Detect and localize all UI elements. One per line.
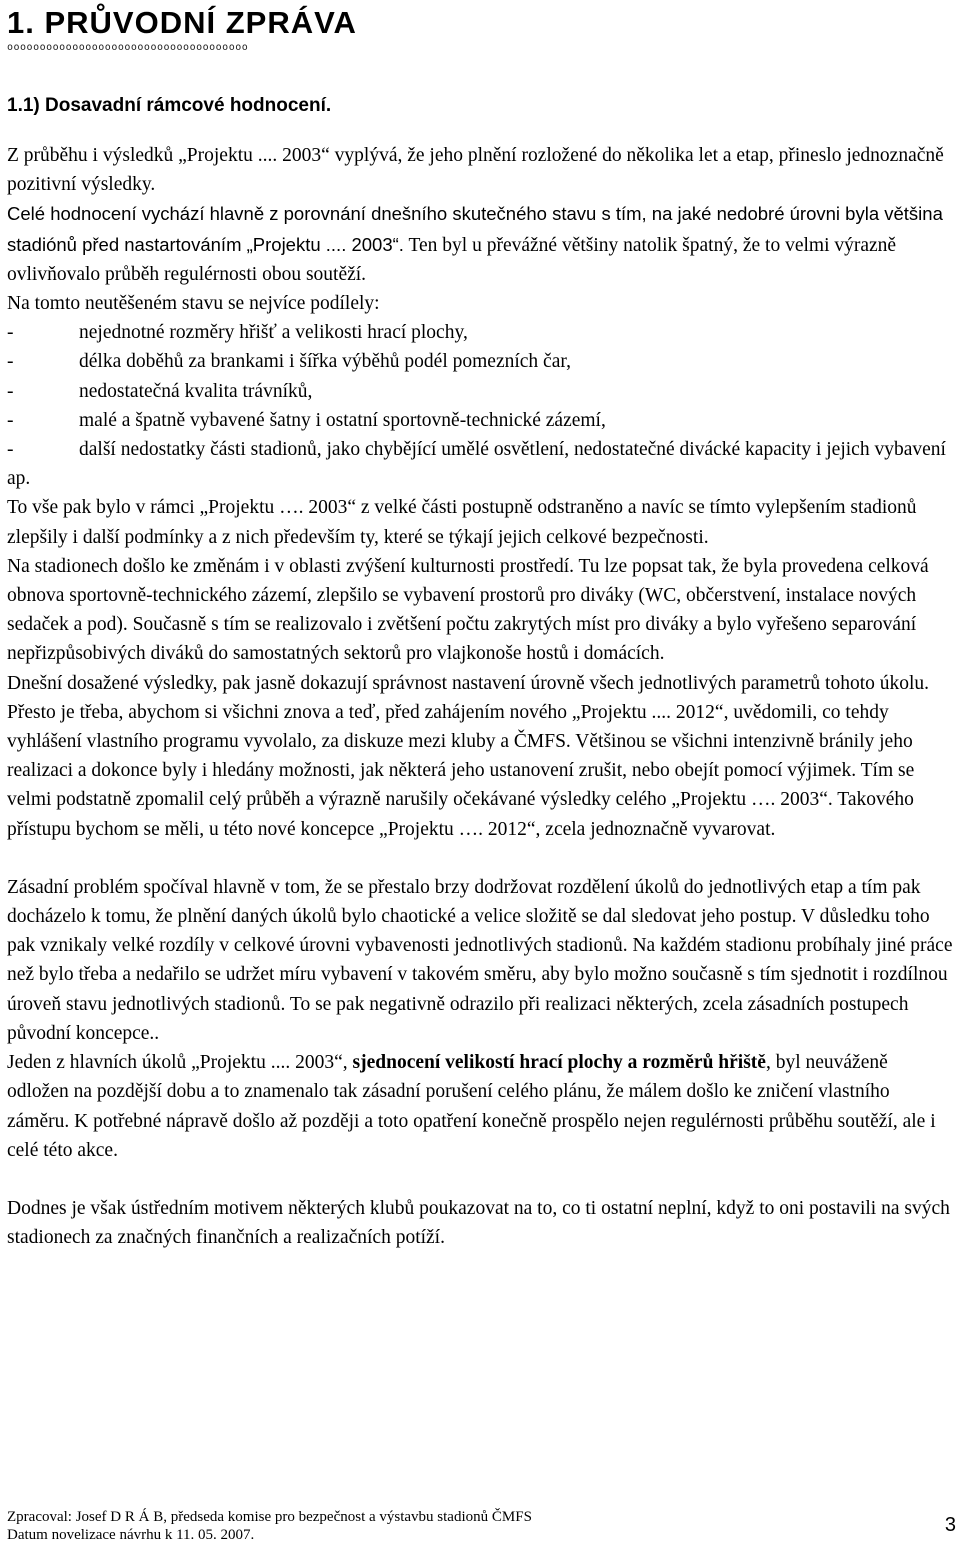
- list-item-text: nedostatečná kvalita trávníků,: [79, 380, 313, 402]
- paragraph-2-text: Ten byl u převážné většiny natolik špatný, že to velmi výrazně ovlivňovalo průběh regulérnosti obou soutěží.: [7, 234, 897, 285]
- list-item-text: délka doběhů za brankami i šířka výběhů podél pomezních čar,: [79, 351, 571, 373]
- list-item-text: nejednotné rozměry hřišť a velikosti hrací plochy,: [79, 322, 468, 344]
- paragraph-7: Přesto je třeba, abychom si všichni znova a teď, před zahájením nového „Projektu .... 2012“, uvědomili, co tehdy vyhlášení vlastního programu vyvolalo, za diskuze mezi kluby a ČMFS. Většinou se všichni intenzivně bránily jeho realizaci a dokonce byly i hledány možnosti, jak některá jeho ustanovení zrušit, nebo obejít pomocí výjimek. Tím se velmi podstatně zpomalil celý průběh a výrazně narušily očekávané výsledky celého „Projektu …. 2003“. Takového přístupu bychom se měli, u této nové koncepce „Projektu …. 2012“, zcela jednoznačně vyvarovat.: [7, 701, 915, 840]
- paragraph-2-sans-text: Celé hodnocení vychází hlavně z porovnání dnešního skutečného stavu s tím, na jaké nedobré úrovni byla většina stadiónů před nastartováním „Projektu .... 2003“.: [7, 203, 943, 255]
- paragraph-9-bold: sjednocení velikostí hrací plochy a rozměrů hřiště: [352, 1052, 766, 1074]
- list-item: [7, 406, 953, 435]
- title-decoration: ooooooooooooooooooooooooooooooooooooo: [7, 42, 249, 53]
- footer-author: Zpracoval: Josef D R Á B, předseda komise pro bezpečnost a výstavbu stadionů ČMFS: [7, 1509, 532, 1525]
- document-body: [7, 141, 953, 1252]
- document-title: 1. PRŮVODNÍ ZPRÁVA: [7, 5, 357, 40]
- section-heading: 1.1) Dosavadní rámcové hodnocení.: [7, 95, 332, 116]
- paragraph-9: [7, 1048, 953, 1165]
- paragraph-5: Na stadionech došlo ke změnám i v oblasti zvýšení kulturnosti prostředí. Tu lze popsat tak, že byla provedena celková obnova sportovně-technického zázemí, zlepšilo se vybavení prostorů pro diváky (WC, občerstvení, instalace nových sedaček a pod). Současně s tím se realizovalo i zvětšení počtu zakrytých míst pro diváky a bylo vyřešeno separování nepřizpůsobivých diváků do samostatných sektorů pro vlajkonoše hostů i domácích.: [7, 555, 929, 665]
- paragraph-9-text-a: Jeden z hlavních úkolů „Projektu .... 2003“,: [7, 1052, 353, 1074]
- list-dash: -: [7, 380, 14, 402]
- list-item: [7, 347, 953, 376]
- paragraph-8: Zásadní problém spočíval hlavně v tom, že se přestalo brzy dodržovat rozdělení úkolů do jednotlivých etap a tím pak docházelo k tomu, že plnění daných úkolů bylo chaotické a velice složitě se dal sledovat jeho postup. V důsledku toho pak vznikaly velké rozdíly v celkové úrovni vybavenosti jednotlivých stadionů. Na každém stadionu probíhaly jiné práce než bylo třeba a nedařilo se udržet míru vybavení v takovém směru, aby bylo možno současně s tím sjednotit i rozdílnou úroveň stavu jednotlivých stadionů. To se pak negativně odrazilo při realizaci některých, zcela zásadních postupech původní koncepce..: [7, 876, 953, 1044]
- paragraph-1: Z průběhu i výsledků „Projektu .... 2003“ vyplývá, že jeho plnění rozložené do několika let a etap, přineslo jednoznačně pozitivní výsledky.: [7, 145, 944, 196]
- page-number: 3: [944, 1514, 956, 1536]
- list-item-wrapped: [7, 435, 953, 493]
- list-item: [7, 377, 953, 406]
- list-dash: -: [7, 439, 14, 461]
- list-item: [7, 318, 953, 347]
- footer-date: Datum novelizace návrhu k 11. 05. 2007.: [7, 1527, 255, 1543]
- paragraph-6: Dnešní dosažené výsledky, pak jasně dokazují správnost nastavení úrovně všech jednotlivých parametrů tohoto úkolu.: [7, 672, 930, 694]
- paragraph-9-text-b: , byl neuváženě odložen na pozdější dobu a to znamenalo tak zásadní porušení celého plánu, že málem došlo ke zničení vlastního záměru. K potřebné nápravě došlo až později a toto opatření konečně prospělo nejen regulérnosti průběhu soutěží, ale i celé této akce.: [7, 1052, 936, 1161]
- list-item-text: další nedostatky části stadionů, jako chybějící umělé osvětlení, nedostatečné divácké kapacity i jejich vybavení ap.: [7, 439, 946, 490]
- page-footer: [7, 1508, 953, 1544]
- document-page: [7, 0, 953, 1252]
- problem-list: [7, 318, 953, 435]
- paragraph-3-intro: Na tomto neutěšeném stavu se nejvíce podílely:: [7, 293, 380, 315]
- paragraph-2: [7, 199, 953, 289]
- paragraph-4: To vše pak bylo v rámci „Projektu …. 2003“ z velké části postupně odstraněno a navíc se tímto vylepšením stadionů zlepšily i další podmínky a z nich především ty, které se týkají jejich celkové bezpečnosti.: [7, 497, 917, 548]
- list-dash: -: [7, 322, 14, 344]
- list-dash: -: [7, 409, 14, 431]
- paragraph-10: Dodnes je však ústředním motivem některých klubů poukazovat na to, co ti ostatní neplní, když to oni postavili na svých stadionech za značných finančních a realizačních potíží.: [7, 1197, 950, 1249]
- list-item-text: malé a špatně vybavené šatny i ostatní sportovně-technické zázemí,: [79, 409, 606, 431]
- list-dash: -: [7, 351, 14, 373]
